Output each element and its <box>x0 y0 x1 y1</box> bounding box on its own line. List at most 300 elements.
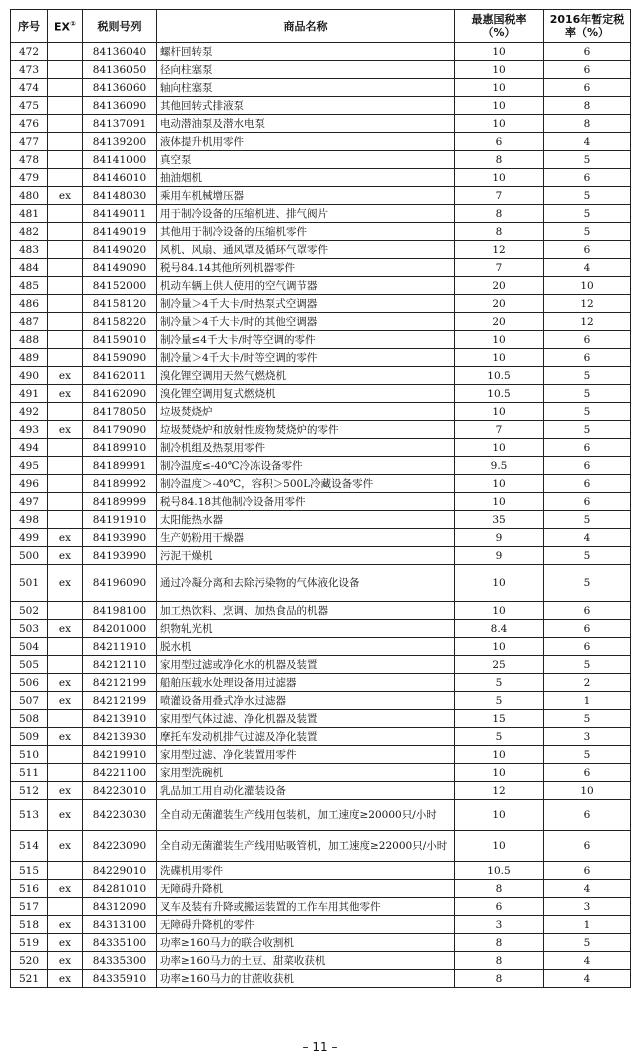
row-name: 织物轧光机 <box>157 620 455 638</box>
row-code: 84196090 <box>83 565 157 602</box>
row-mfn-rate: 20 <box>455 277 544 295</box>
row-mfn-rate: 10 <box>455 97 544 115</box>
row-seq: 477 <box>11 133 48 151</box>
row-ex <box>48 403 83 421</box>
row-ex <box>48 205 83 223</box>
row-temp-rate: 6 <box>544 493 631 511</box>
row-code: 84141000 <box>83 151 157 169</box>
row-temp-rate: 6 <box>544 349 631 367</box>
row-seq: 492 <box>11 403 48 421</box>
row-code: 84193990 <box>83 547 157 565</box>
row-name: 用于制冷设备的压缩机进、排气阀片 <box>157 205 455 223</box>
row-ex <box>48 656 83 674</box>
row-name: 垃圾焚烧炉 <box>157 403 455 421</box>
row-code: 84178050 <box>83 403 157 421</box>
row-seq: 472 <box>11 43 48 61</box>
row-code: 84159010 <box>83 331 157 349</box>
row-temp-rate: 6 <box>544 241 631 259</box>
row-seq: 510 <box>11 746 48 764</box>
row-code: 84335100 <box>83 934 157 952</box>
row-temp-rate: 4 <box>544 529 631 547</box>
row-seq: 518 <box>11 916 48 934</box>
row-name: 制冷量＞4千大卡/时热泵式空调器 <box>157 295 455 313</box>
page-number: – 11 – <box>302 1040 338 1054</box>
row-temp-rate: 5 <box>544 187 631 205</box>
row-mfn-rate: 10 <box>455 43 544 61</box>
row-seq: 500 <box>11 547 48 565</box>
row-ex <box>48 898 83 916</box>
row-temp-rate: 5 <box>544 934 631 952</box>
row-ex: ex <box>48 547 83 565</box>
row-mfn-rate: 10 <box>455 475 544 493</box>
row-name: 家用型过滤、净化装置用零件 <box>157 746 455 764</box>
row-temp-rate: 10 <box>544 782 631 800</box>
row-seq: 515 <box>11 862 48 880</box>
row-ex <box>48 313 83 331</box>
row-mfn-rate: 10 <box>455 331 544 349</box>
table-row <box>11 710 631 728</box>
row-ex: ex <box>48 674 83 692</box>
row-temp-rate: 5 <box>544 385 631 403</box>
row-seq: 505 <box>11 656 48 674</box>
row-temp-rate: 6 <box>544 43 631 61</box>
row-name: 家用型过滤或净化水的机器及装置 <box>157 656 455 674</box>
table-row <box>11 97 631 115</box>
table-row <box>11 898 631 916</box>
row-name: 船舶压载水处理设备用过滤器 <box>157 674 455 692</box>
row-mfn-rate: 10 <box>455 493 544 511</box>
table-row <box>11 349 631 367</box>
table-row <box>11 313 631 331</box>
row-name: 径向柱塞泵 <box>157 61 455 79</box>
row-ex <box>48 862 83 880</box>
row-name: 太阳能热水器 <box>157 511 455 529</box>
table-row <box>11 674 631 692</box>
row-ex: ex <box>48 782 83 800</box>
row-name: 脱水机 <box>157 638 455 656</box>
row-mfn-rate: 10 <box>455 565 544 602</box>
row-name: 全自动无菌灌装生产线用包装机，加工速度≥20000只/小时 <box>157 800 455 831</box>
row-ex <box>48 493 83 511</box>
row-seq: 483 <box>11 241 48 259</box>
row-name: 抽油烟机 <box>157 169 455 187</box>
row-name: 通过冷凝分离和去除污染物的气体液化设备 <box>157 565 455 602</box>
row-temp-rate: 4 <box>544 880 631 898</box>
row-seq: 487 <box>11 313 48 331</box>
row-name: 制冷量≤4千大卡/时等空调的零件 <box>157 331 455 349</box>
row-seq: 519 <box>11 934 48 952</box>
row-name: 喷灌设备用叠式净水过滤器 <box>157 692 455 710</box>
row-name: 制冷温度≤-40℃冷冻设备零件 <box>157 457 455 475</box>
row-ex <box>48 511 83 529</box>
row-ex <box>48 349 83 367</box>
table-row <box>11 511 631 529</box>
row-seq: 489 <box>11 349 48 367</box>
table-header-row <box>11 10 631 43</box>
row-code: 84189991 <box>83 457 157 475</box>
row-code: 84149011 <box>83 205 157 223</box>
row-name: 制冷温度＞-40℃，容积＞500L冷藏设备零件 <box>157 475 455 493</box>
row-seq: 502 <box>11 602 48 620</box>
row-temp-rate: 4 <box>544 259 631 277</box>
row-temp-rate: 1 <box>544 916 631 934</box>
row-ex: ex <box>48 728 83 746</box>
row-temp-rate: 8 <box>544 97 631 115</box>
row-mfn-rate: 20 <box>455 295 544 313</box>
header-ex <box>48 10 83 43</box>
row-ex: ex <box>48 800 83 831</box>
row-temp-rate: 10 <box>544 277 631 295</box>
header-ex-footnote-mark: ① <box>70 20 76 29</box>
table-row <box>11 764 631 782</box>
table-row <box>11 295 631 313</box>
table-row <box>11 277 631 295</box>
row-code: 84219910 <box>83 746 157 764</box>
row-name: 污泥干燥机 <box>157 547 455 565</box>
row-ex <box>48 97 83 115</box>
row-seq: 484 <box>11 259 48 277</box>
row-name: 摩托车发动机排气过滤及净化装置 <box>157 728 455 746</box>
table-row <box>11 638 631 656</box>
row-name: 功率≥160马力的联合收割机 <box>157 934 455 952</box>
row-seq: 496 <box>11 475 48 493</box>
table-row <box>11 385 631 403</box>
table-row <box>11 547 631 565</box>
row-mfn-rate: 35 <box>455 511 544 529</box>
row-ex <box>48 638 83 656</box>
row-code: 84213930 <box>83 728 157 746</box>
table-row <box>11 79 631 97</box>
row-mfn-rate: 8.4 <box>455 620 544 638</box>
row-seq: 499 <box>11 529 48 547</box>
row-seq: 493 <box>11 421 48 439</box>
row-ex <box>48 457 83 475</box>
row-code: 84162090 <box>83 385 157 403</box>
row-mfn-rate: 5 <box>455 692 544 710</box>
row-mfn-rate: 10 <box>455 439 544 457</box>
row-code: 84281010 <box>83 880 157 898</box>
row-mfn-rate: 25 <box>455 656 544 674</box>
tariff-table <box>10 9 631 988</box>
row-name: 风机、风扇、通风罩及循环气罩零件 <box>157 241 455 259</box>
row-ex <box>48 169 83 187</box>
row-mfn-rate: 8 <box>455 151 544 169</box>
row-seq: 475 <box>11 97 48 115</box>
row-temp-rate: 5 <box>544 223 631 241</box>
row-mfn-rate: 10 <box>455 746 544 764</box>
row-ex <box>48 602 83 620</box>
row-mfn-rate: 6 <box>455 133 544 151</box>
row-mfn-rate: 8 <box>455 880 544 898</box>
row-temp-rate: 1 <box>544 692 631 710</box>
table-row <box>11 421 631 439</box>
row-mfn-rate: 10 <box>455 403 544 421</box>
row-mfn-rate: 7 <box>455 421 544 439</box>
row-code: 84148030 <box>83 187 157 205</box>
row-temp-rate: 6 <box>544 831 631 862</box>
row-code: 84189992 <box>83 475 157 493</box>
table-row <box>11 259 631 277</box>
row-code: 84313100 <box>83 916 157 934</box>
row-name: 其他用于制冷设备的压缩机零件 <box>157 223 455 241</box>
row-name: 溴化锂空调用天然气燃烧机 <box>157 367 455 385</box>
table-row <box>11 782 631 800</box>
row-code: 84179090 <box>83 421 157 439</box>
row-code: 84158220 <box>83 313 157 331</box>
table-row <box>11 602 631 620</box>
row-mfn-rate: 8 <box>455 223 544 241</box>
table-row <box>11 151 631 169</box>
row-code: 84312090 <box>83 898 157 916</box>
table-row <box>11 475 631 493</box>
row-code: 84221100 <box>83 764 157 782</box>
row-mfn-rate: 10 <box>455 349 544 367</box>
row-name: 制冷量＞4千大卡/时的其他空调器 <box>157 313 455 331</box>
row-code: 84223010 <box>83 782 157 800</box>
row-temp-rate: 6 <box>544 61 631 79</box>
row-code: 84159090 <box>83 349 157 367</box>
row-temp-rate: 6 <box>544 169 631 187</box>
table-row <box>11 831 631 862</box>
row-mfn-rate: 6 <box>455 898 544 916</box>
row-mfn-rate: 15 <box>455 710 544 728</box>
row-temp-rate: 6 <box>544 457 631 475</box>
row-mfn-rate: 9.5 <box>455 457 544 475</box>
row-ex <box>48 43 83 61</box>
row-mfn-rate: 10 <box>455 638 544 656</box>
row-seq: 507 <box>11 692 48 710</box>
table-row <box>11 880 631 898</box>
table-row <box>11 493 631 511</box>
row-name: 功率≥160马力的甘蔗收获机 <box>157 970 455 988</box>
row-mfn-rate: 12 <box>455 241 544 259</box>
row-code: 84212199 <box>83 692 157 710</box>
table-row <box>11 223 631 241</box>
row-ex: ex <box>48 620 83 638</box>
row-seq: 494 <box>11 439 48 457</box>
row-seq: 473 <box>11 61 48 79</box>
row-ex <box>48 277 83 295</box>
row-ex <box>48 115 83 133</box>
row-seq: 480 <box>11 187 48 205</box>
row-ex <box>48 331 83 349</box>
row-ex: ex <box>48 934 83 952</box>
header-seq: 序号 <box>11 10 48 43</box>
row-name: 无障碍升降机的零件 <box>157 916 455 934</box>
row-mfn-rate: 3 <box>455 916 544 934</box>
row-name: 制冷量＞4千大卡/时等空调的零件 <box>157 349 455 367</box>
row-ex: ex <box>48 952 83 970</box>
row-ex <box>48 241 83 259</box>
row-temp-rate: 5 <box>544 205 631 223</box>
row-seq: 486 <box>11 295 48 313</box>
row-name: 垃圾焚烧炉和放射性废物焚烧炉的零件 <box>157 421 455 439</box>
row-ex <box>48 295 83 313</box>
row-mfn-rate: 10 <box>455 169 544 187</box>
table-row <box>11 728 631 746</box>
row-seq: 491 <box>11 385 48 403</box>
row-seq: 479 <box>11 169 48 187</box>
row-code: 84152000 <box>83 277 157 295</box>
table-row <box>11 403 631 421</box>
row-temp-rate: 6 <box>544 439 631 457</box>
row-mfn-rate: 8 <box>455 934 544 952</box>
row-seq: 512 <box>11 782 48 800</box>
row-name: 全自动无菌灌装生产线用贴吸管机，加工速度≥22000只/小时 <box>157 831 455 862</box>
table-row <box>11 746 631 764</box>
row-ex <box>48 746 83 764</box>
row-code: 84229010 <box>83 862 157 880</box>
row-temp-rate: 5 <box>544 710 631 728</box>
row-code: 84211910 <box>83 638 157 656</box>
row-code: 84191910 <box>83 511 157 529</box>
row-temp-rate: 6 <box>544 620 631 638</box>
row-temp-rate: 6 <box>544 602 631 620</box>
row-ex: ex <box>48 970 83 988</box>
row-mfn-rate: 10 <box>455 602 544 620</box>
row-seq: 508 <box>11 710 48 728</box>
row-seq: 509 <box>11 728 48 746</box>
row-seq: 474 <box>11 79 48 97</box>
row-mfn-rate: 9 <box>455 529 544 547</box>
row-seq: 517 <box>11 898 48 916</box>
row-temp-rate: 5 <box>544 511 631 529</box>
table-row <box>11 457 631 475</box>
row-ex: ex <box>48 187 83 205</box>
row-name: 洗碟机用零件 <box>157 862 455 880</box>
row-name: 生产奶粉用干燥器 <box>157 529 455 547</box>
row-code: 84139200 <box>83 133 157 151</box>
table-body <box>11 43 631 988</box>
row-temp-rate: 5 <box>544 746 631 764</box>
row-code: 84149020 <box>83 241 157 259</box>
row-seq: 498 <box>11 511 48 529</box>
row-seq: 497 <box>11 493 48 511</box>
row-code: 84149090 <box>83 259 157 277</box>
row-mfn-rate: 10 <box>455 79 544 97</box>
row-temp-rate: 4 <box>544 133 631 151</box>
row-ex <box>48 79 83 97</box>
row-seq: 478 <box>11 151 48 169</box>
row-mfn-rate: 8 <box>455 205 544 223</box>
row-code: 84223030 <box>83 800 157 831</box>
row-name: 家用型洗碗机 <box>157 764 455 782</box>
row-temp-rate: 6 <box>544 638 631 656</box>
row-code: 84136050 <box>83 61 157 79</box>
row-name: 乘用车机械增压器 <box>157 187 455 205</box>
header-code: 税则号列 <box>83 10 157 43</box>
header-name: 商品名称 <box>157 10 455 43</box>
row-temp-rate: 3 <box>544 898 631 916</box>
row-name: 液体提升机用零件 <box>157 133 455 151</box>
row-temp-rate: 12 <box>544 295 631 313</box>
row-seq: 476 <box>11 115 48 133</box>
row-temp-rate: 5 <box>544 151 631 169</box>
row-temp-rate: 6 <box>544 800 631 831</box>
row-code: 84198100 <box>83 602 157 620</box>
row-ex: ex <box>48 916 83 934</box>
row-ex <box>48 475 83 493</box>
row-ex: ex <box>48 880 83 898</box>
row-ex: ex <box>48 367 83 385</box>
row-name: 电动潜油泵及潜水电泵 <box>157 115 455 133</box>
row-ex: ex <box>48 385 83 403</box>
row-mfn-rate: 10 <box>455 764 544 782</box>
row-name: 无障碍升降机 <box>157 880 455 898</box>
row-ex <box>48 710 83 728</box>
row-code: 84335910 <box>83 970 157 988</box>
row-code: 84335300 <box>83 952 157 970</box>
row-code: 84223090 <box>83 831 157 862</box>
table-row <box>11 331 631 349</box>
row-temp-rate: 5 <box>544 421 631 439</box>
row-temp-rate: 12 <box>544 313 631 331</box>
row-code: 84201000 <box>83 620 157 638</box>
row-code: 84189999 <box>83 493 157 511</box>
row-mfn-rate: 10.5 <box>455 367 544 385</box>
row-temp-rate: 6 <box>544 764 631 782</box>
row-code: 84189910 <box>83 439 157 457</box>
row-code: 84136060 <box>83 79 157 97</box>
row-mfn-rate: 20 <box>455 313 544 331</box>
table-row <box>11 970 631 988</box>
row-mfn-rate: 10 <box>455 831 544 862</box>
row-name: 真空泵 <box>157 151 455 169</box>
header-mfn-rate: 最惠国税率（%） <box>455 10 544 43</box>
row-seq: 490 <box>11 367 48 385</box>
row-name: 加工热饮料、烹调、加热食品的机器 <box>157 602 455 620</box>
row-mfn-rate: 8 <box>455 952 544 970</box>
row-ex <box>48 223 83 241</box>
table-row <box>11 862 631 880</box>
table-row <box>11 367 631 385</box>
row-ex: ex <box>48 831 83 862</box>
row-ex: ex <box>48 565 83 602</box>
row-mfn-rate: 10.5 <box>455 862 544 880</box>
row-seq: 501 <box>11 565 48 602</box>
row-mfn-rate: 7 <box>455 259 544 277</box>
row-mfn-rate: 10.5 <box>455 385 544 403</box>
table-row <box>11 565 631 602</box>
table-row <box>11 529 631 547</box>
header-temp-rate: 2016年暂定税率（%） <box>544 10 631 43</box>
row-temp-rate: 5 <box>544 656 631 674</box>
row-name: 其他回转式排液泵 <box>157 97 455 115</box>
row-temp-rate: 2 <box>544 674 631 692</box>
row-mfn-rate: 12 <box>455 782 544 800</box>
row-name: 机动车辆上供人使用的空气调节器 <box>157 277 455 295</box>
table-row <box>11 169 631 187</box>
table-row <box>11 205 631 223</box>
table-row <box>11 692 631 710</box>
row-name: 叉车及装有升降或搬运装置的工作车用其他零件 <box>157 898 455 916</box>
row-temp-rate: 5 <box>544 547 631 565</box>
row-seq: 516 <box>11 880 48 898</box>
row-ex: ex <box>48 692 83 710</box>
row-name: 制冷机组及热泵用零件 <box>157 439 455 457</box>
header-ex-label: EX <box>54 20 71 34</box>
row-seq: 511 <box>11 764 48 782</box>
table-row <box>11 952 631 970</box>
row-ex: ex <box>48 421 83 439</box>
row-mfn-rate: 10 <box>455 115 544 133</box>
row-ex: ex <box>48 529 83 547</box>
row-ex <box>48 439 83 457</box>
row-mfn-rate: 10 <box>455 800 544 831</box>
table-row <box>11 620 631 638</box>
row-seq: 520 <box>11 952 48 970</box>
row-code: 84212110 <box>83 656 157 674</box>
